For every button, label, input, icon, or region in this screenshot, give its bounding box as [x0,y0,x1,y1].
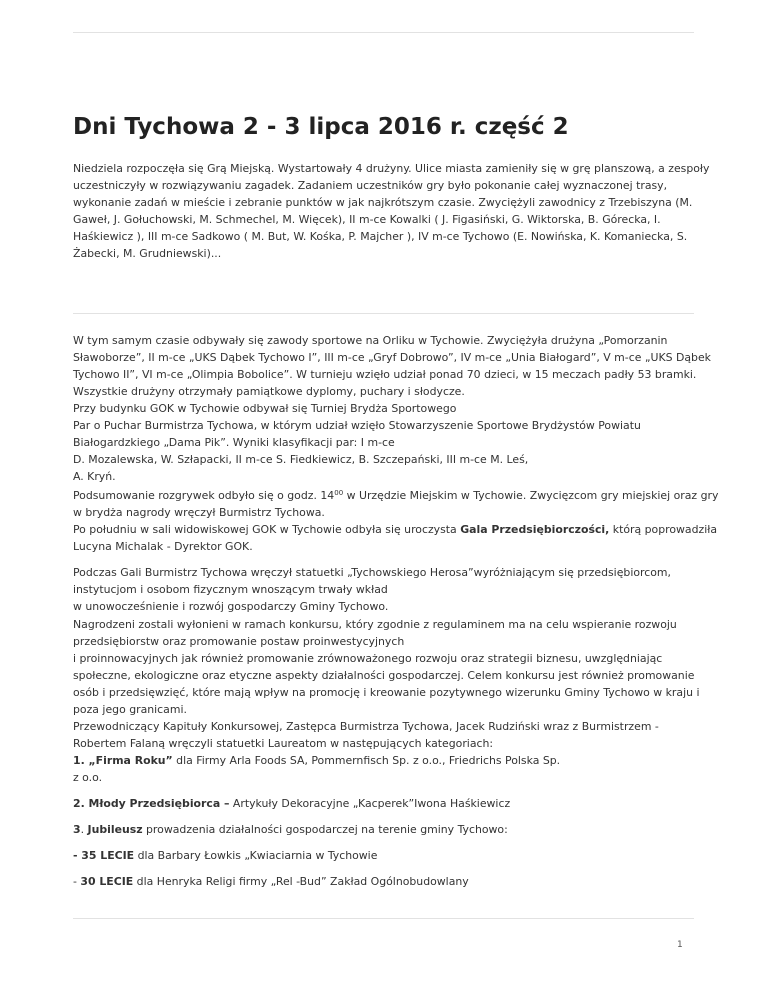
jubileusz-30-item: - 30 LECIE dla Henryka Religi firmy „Rel -Bud” Zakład Ogólnobudowlany [73,875,469,888]
section-divider [73,313,694,314]
statuetki-paragraph: Podczas Gali Burmistrz Tychowa wręczył statuetki „Tychowskiego Herosa”wyróżniającym się przedsiębiorcom, instytucjom i osobom fizycznym wnoszącym trwały wkład w unowocześnienie i rozwój gospodarczy Gminy Tychowo. [73,566,671,613]
orlik-paragraph: W tym samym czasie odbywały się zawody sportowe na Orliku w Tychowie. Zwyciężyła drużyna „Pomorzanin Sławoborze”, II m-ce „UKS Dąbek Tychowo I”, III m-ce „Gryf Dobrowo”, IV m-ce „Unia Białogard”, V m-ce „UKS Dąbek Tychowo II”, VI m-ce „Olimpia Bobolice”. W turnieju wzięło udział ponad 70 dzieci, w 15 meczach padły 53 bramki. Wszystkie drużyny otrzymały pamiątkowe dyplomy, puchary i słodycze. [73,334,711,398]
jubileusz-35-item: - 35 LECIE dla Barbary Łowkis „Kwiaciarnia w Tychowie [73,849,378,862]
gala-paragraph: Po południu w sali widowiskowej GOK w Tychowie odbyła się uroczysta Gala Przedsiębiorczości, którą poprowadziła Lucyna Michalak - Dyrektor GOK. [73,523,718,553]
page-number: 1 [677,940,683,950]
category-jubileusz: 3. Jubileusz prowadzenia działalności gospodarczej na terenie gminy Tychowo: [73,823,508,836]
bridge-paragraph: Przy budynku GOK w Tychowie odbywał się Turniej Brydża Sportowego Par o Puchar Burmistrza Tychowa, w którym udział wzięło Stowarzyszenie Sportowe Brydżystów Powiatu Białogardzkiego „Dama Pik”. Wyniki klasyfikacji par: I m-ce D. Mozalewska, W. Szłapacki, II m-ce S. Fiedkiewicz, B. Szczepański, III m-ce M. Leś, A. Kryń. [73,402,641,483]
kapitula-paragraph: Przewodniczący Kapituły Konkursowej, Zastępca Burmistrza Tychowa, Jacek Rudziński wraz z Burmistrzem - Robertem Falaną wręczyli statuetki Laureatom w następujących kategoriach: [73,720,659,750]
top-divider [73,32,694,33]
summary-paragraph: Podsumowanie rozgrywek odbyło się o godz. $14^{00}$ w Urzędzie Miejskim w Tychowie. Zwycięzcom gry miejskiej oraz gry w brydża nagrody wręczył Burmistrz Tychowa. [73,489,719,519]
category-firma-roku: 1. „Firma Roku” dla Firmy Arla Foods SA, Pommernfisch Sp. z o.o., Friedrichs Polska Sp. z o.o. [73,754,561,784]
nagrodzeni-paragraph: Nagrodzeni zostali wyłonieni w ramach konkursu, który zgodnie z regulaminem ma na celu wspieranie rozwoju przedsiębiorstw oraz promowanie postaw proinwestycyjnych i proinnowacyjnych jak również promowanie zrównoważonego rozwoju oraz strategii biznesu, uwzględniając społeczne, ekologiczne oraz etyczne aspekty działalności gospodarczej. Celem konkursu jest również promowanie osób i przedsięwzięć, które mają wpływ na promocję i kreowanie pozytywnego wizerunku Gminy Tychowo w kraju i poza jego granicami. [73,618,700,716]
bottom-divider [73,918,694,919]
category-mlody-przedsiebiorca: 2. Młody Przedsiębiorca – Artykuły Dekoracyjne „Kacperek”Iwona Haśkiewicz [73,797,511,810]
intro-paragraph: Niedziela rozpoczęła się Grą Miejską. Wystartowały 4 drużyny. Ulice miasta zamieniły się w grę planszową, a zespoły uczestniczyły w rozwiązywaniu zagadek. Zadaniem uczestników gry było pokonanie całej wyznaczonej trasy, wykonanie zadań w mieście i zebranie punktów w jak najkrótszym czasie. Zwyciężyli zawodnicy z Trzebiszyna (M. Gaweł, J. Gołuchowski, M. Schmechel, M. Więcek), II m-ce Kowalki ( J. Figasiński, G. Wiktorska, B. Górecka, I. Haśkiewicz ), III m-ce Sadkowo ( M. But, W. Kośka, P. Majcher ), IV m-ce Tychowo (E. Nowińska, K. Komaniecka, S. Żabecki, M. Grudniewski)... [73,162,710,260]
article-title: Dni Tychowa 2 - 3 lipca 2016 r. część 2 [73,114,569,140]
